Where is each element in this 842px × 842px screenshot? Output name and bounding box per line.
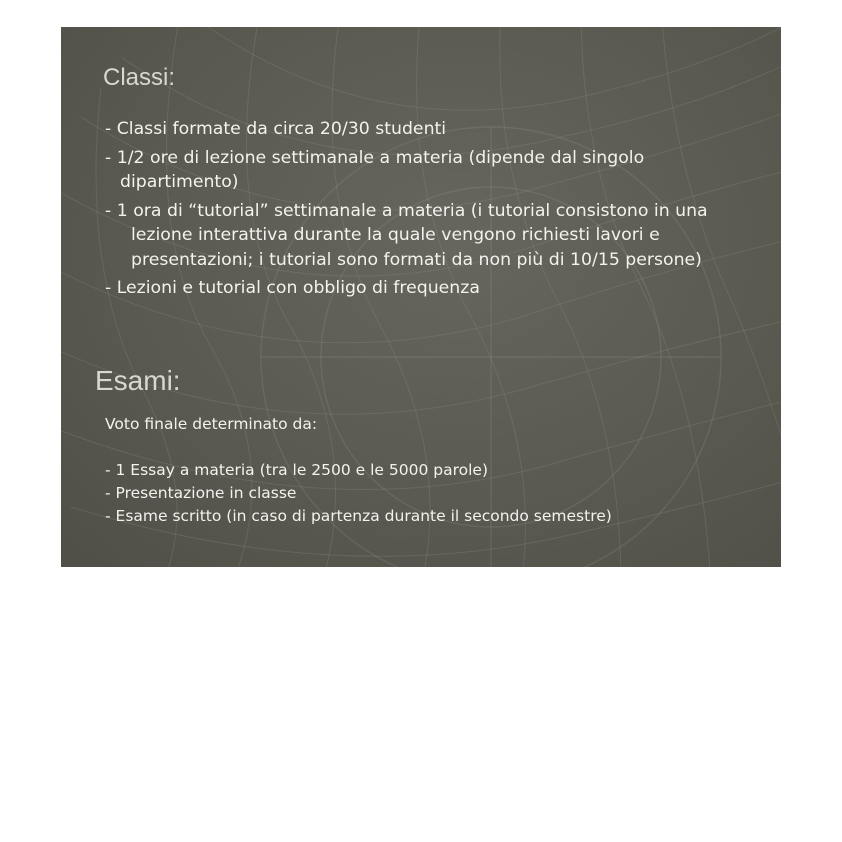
list-item: - 1 ora di “tutorial” settimanale a materia (i tutorial consistono in una lezione interattiva durante la quale vengono richiesti lavori e presentazioni; i tutorial sono formati da non più di 10/15 persone) [105,200,708,270]
list-item: - 1 Essay a materia (tra le 2500 e le 5000 parole) [105,461,489,479]
slide [61,27,781,567]
section-title-esami: Esami: [95,365,181,396]
list-item: - Presentazione in classe [105,484,297,502]
section-title-classi: Classi: [103,64,176,91]
list-item: - Classi formate da circa 20/30 studenti [105,119,447,139]
classi-list [105,117,765,305]
esami-list [105,459,612,528]
esami-intro-text: Voto finale determinato da: [105,415,318,433]
list-item: - 1/2 ore di lezione settimanale a materia (dipende dal singolo dipartimento) [105,147,645,192]
list-item: - Esame scritto (in caso di partenza durante il secondo semestre) [105,507,612,525]
list-item: - Lezioni e tutorial con obbligo di frequenza [105,278,480,298]
